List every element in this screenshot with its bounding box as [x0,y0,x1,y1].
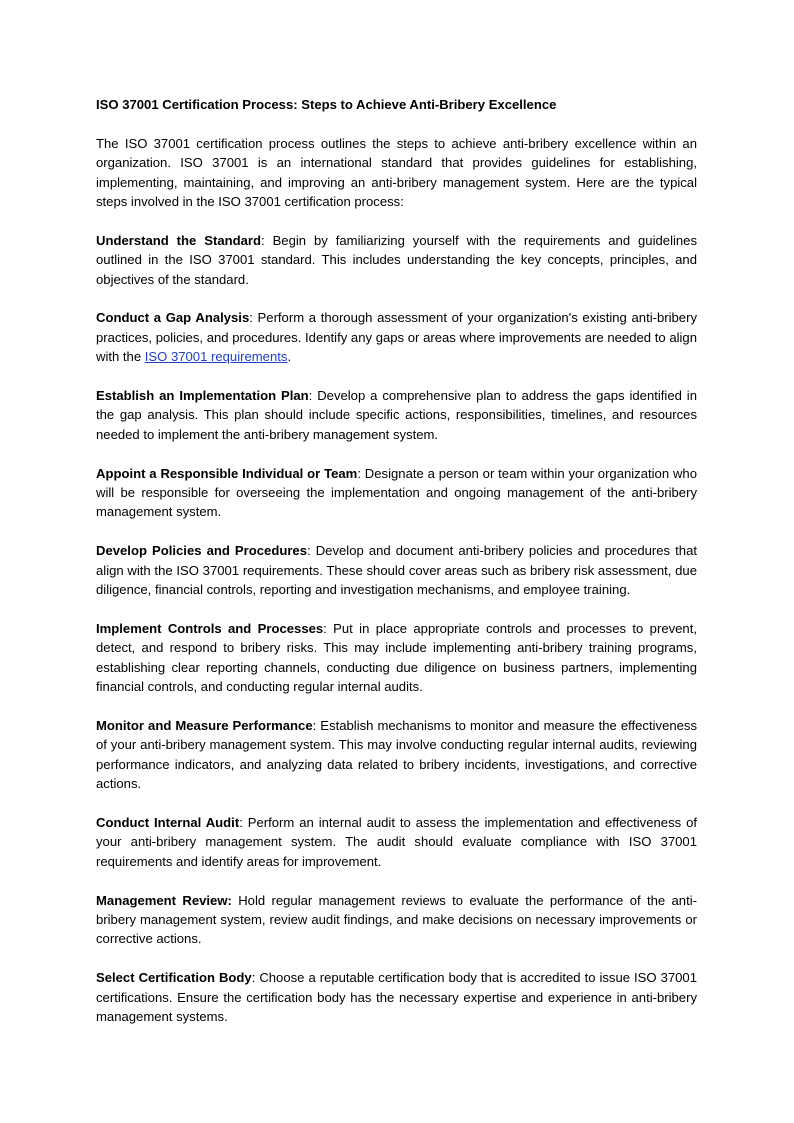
step-text: Develop and document anti-bribery policies and procedures that align with the ISO 37001 requirements. These should cover areas such as bribery risk assessment, due diligence, financial controls, reporting and investigation mechanisms, and employee training. [96,543,697,598]
step-certification-body [96,968,697,1026]
step-separator: : [308,388,313,404]
step-text: Perform an internal audit to assess the implementation and effectiveness of your anti-bribery management system. The audit should evaluate compliance with ISO 37001 requirements and identify areas for improvement. [96,814,697,869]
step-separator: : [307,543,311,559]
step-management-review [96,891,697,949]
step-term: Establish an Implementation Plan [96,388,309,404]
step-term: Develop Policies and Procedures [96,543,307,559]
step-term: Implement Controls and Processes [96,620,324,636]
step-separator: : [323,620,327,636]
step-text: Develop a comprehensive plan to address the gaps identified in the gap analysis. This plan should include specific actions, responsibilities, timelines, and resources needed to implement the anti-bribery management system. [96,388,697,442]
step-internal-audit [96,813,697,871]
step-monitor-measure [96,716,697,794]
step-policies-procedures [96,541,697,599]
step-term: Conduct a Gap Analysis [96,310,250,326]
step-separator: : [249,310,253,326]
step-implementation-plan [96,386,697,444]
step-text-end: . [287,349,292,365]
step-term: Conduct Internal Audit [96,814,240,830]
iso-37001-requirements-link[interactable]: ISO 37001 requirements [144,349,288,365]
step-text: Establish mechanisms to monitor and measure the effectiveness of your anti-bribery management system. This may involve conducting regular internal audits, reviewing performance indicators, and analyzing data related to bribery incidents, investigations, and corrective actions. [96,717,698,792]
step-responsible-individual [96,464,697,522]
step-text: Designate a person or team within your organization who will be responsible for overseeing the implementation and ongoing management of the anti-bribery management system. [96,465,697,520]
intro-paragraph: The ISO 37001 certification process outlines the steps to achieve anti-bribery excellence within an organization. ISO 37001 is an international standard that provides guidelines for establishing, implementing, maintaining, and improving an anti-bribery management system. Here are the typical steps involved in the ISO 37001 certification process: [96,135,697,210]
step-text: Put in place appropriate controls and processes to prevent, detect, and respond to bribery risks. This may include implementing anti-bribery training programs, establishing clear reporting channels, conducting due diligence on business partners, implementing financial controls, and conducting regular internal audits. [96,620,697,695]
step-term: Appoint a Responsible Individual or Team [96,465,358,481]
step-text: Perform a thorough assessment of your organization's existing anti-bribery practices, policies, and procedures. Identify any gaps or areas where improvements are needed to align with the [96,310,697,365]
step-term: Monitor and Measure Performance [96,717,313,733]
step-separator: : [312,717,317,733]
step-separator: : [357,465,361,481]
step-text: Hold regular management reviews to evaluate the performance of the anti-bribery management system, review audit findings, and make decisions on necessary improvements or corrective actions. [96,892,697,947]
step-gap-analysis [96,308,697,366]
step-separator: : [239,814,243,830]
step-term: Management Review: [96,892,232,908]
document-page [96,95,697,1026]
step-separator: : [261,232,265,248]
step-understand-standard [96,231,697,289]
step-controls-processes [96,619,697,697]
step-text: Choose a reputable certification body that is accredited to issue ISO 37001 certifications. Ensure the certification body has the necessary expertise and experience in anti-bribery management systems. [96,970,697,1024]
step-text: Begin by familiarizing yourself with the requirements and guidelines outlined in the ISO 37001 standard. This includes understanding the key concepts, principles, and objectives of the standard. [96,232,697,287]
step-separator: : [251,970,256,986]
document-title: ISO 37001 Certification Process: Steps to Achieve Anti-Bribery Excellence [96,97,557,112]
step-term: Understand the Standard [96,232,261,248]
step-term: Select Certification Body [96,970,252,986]
